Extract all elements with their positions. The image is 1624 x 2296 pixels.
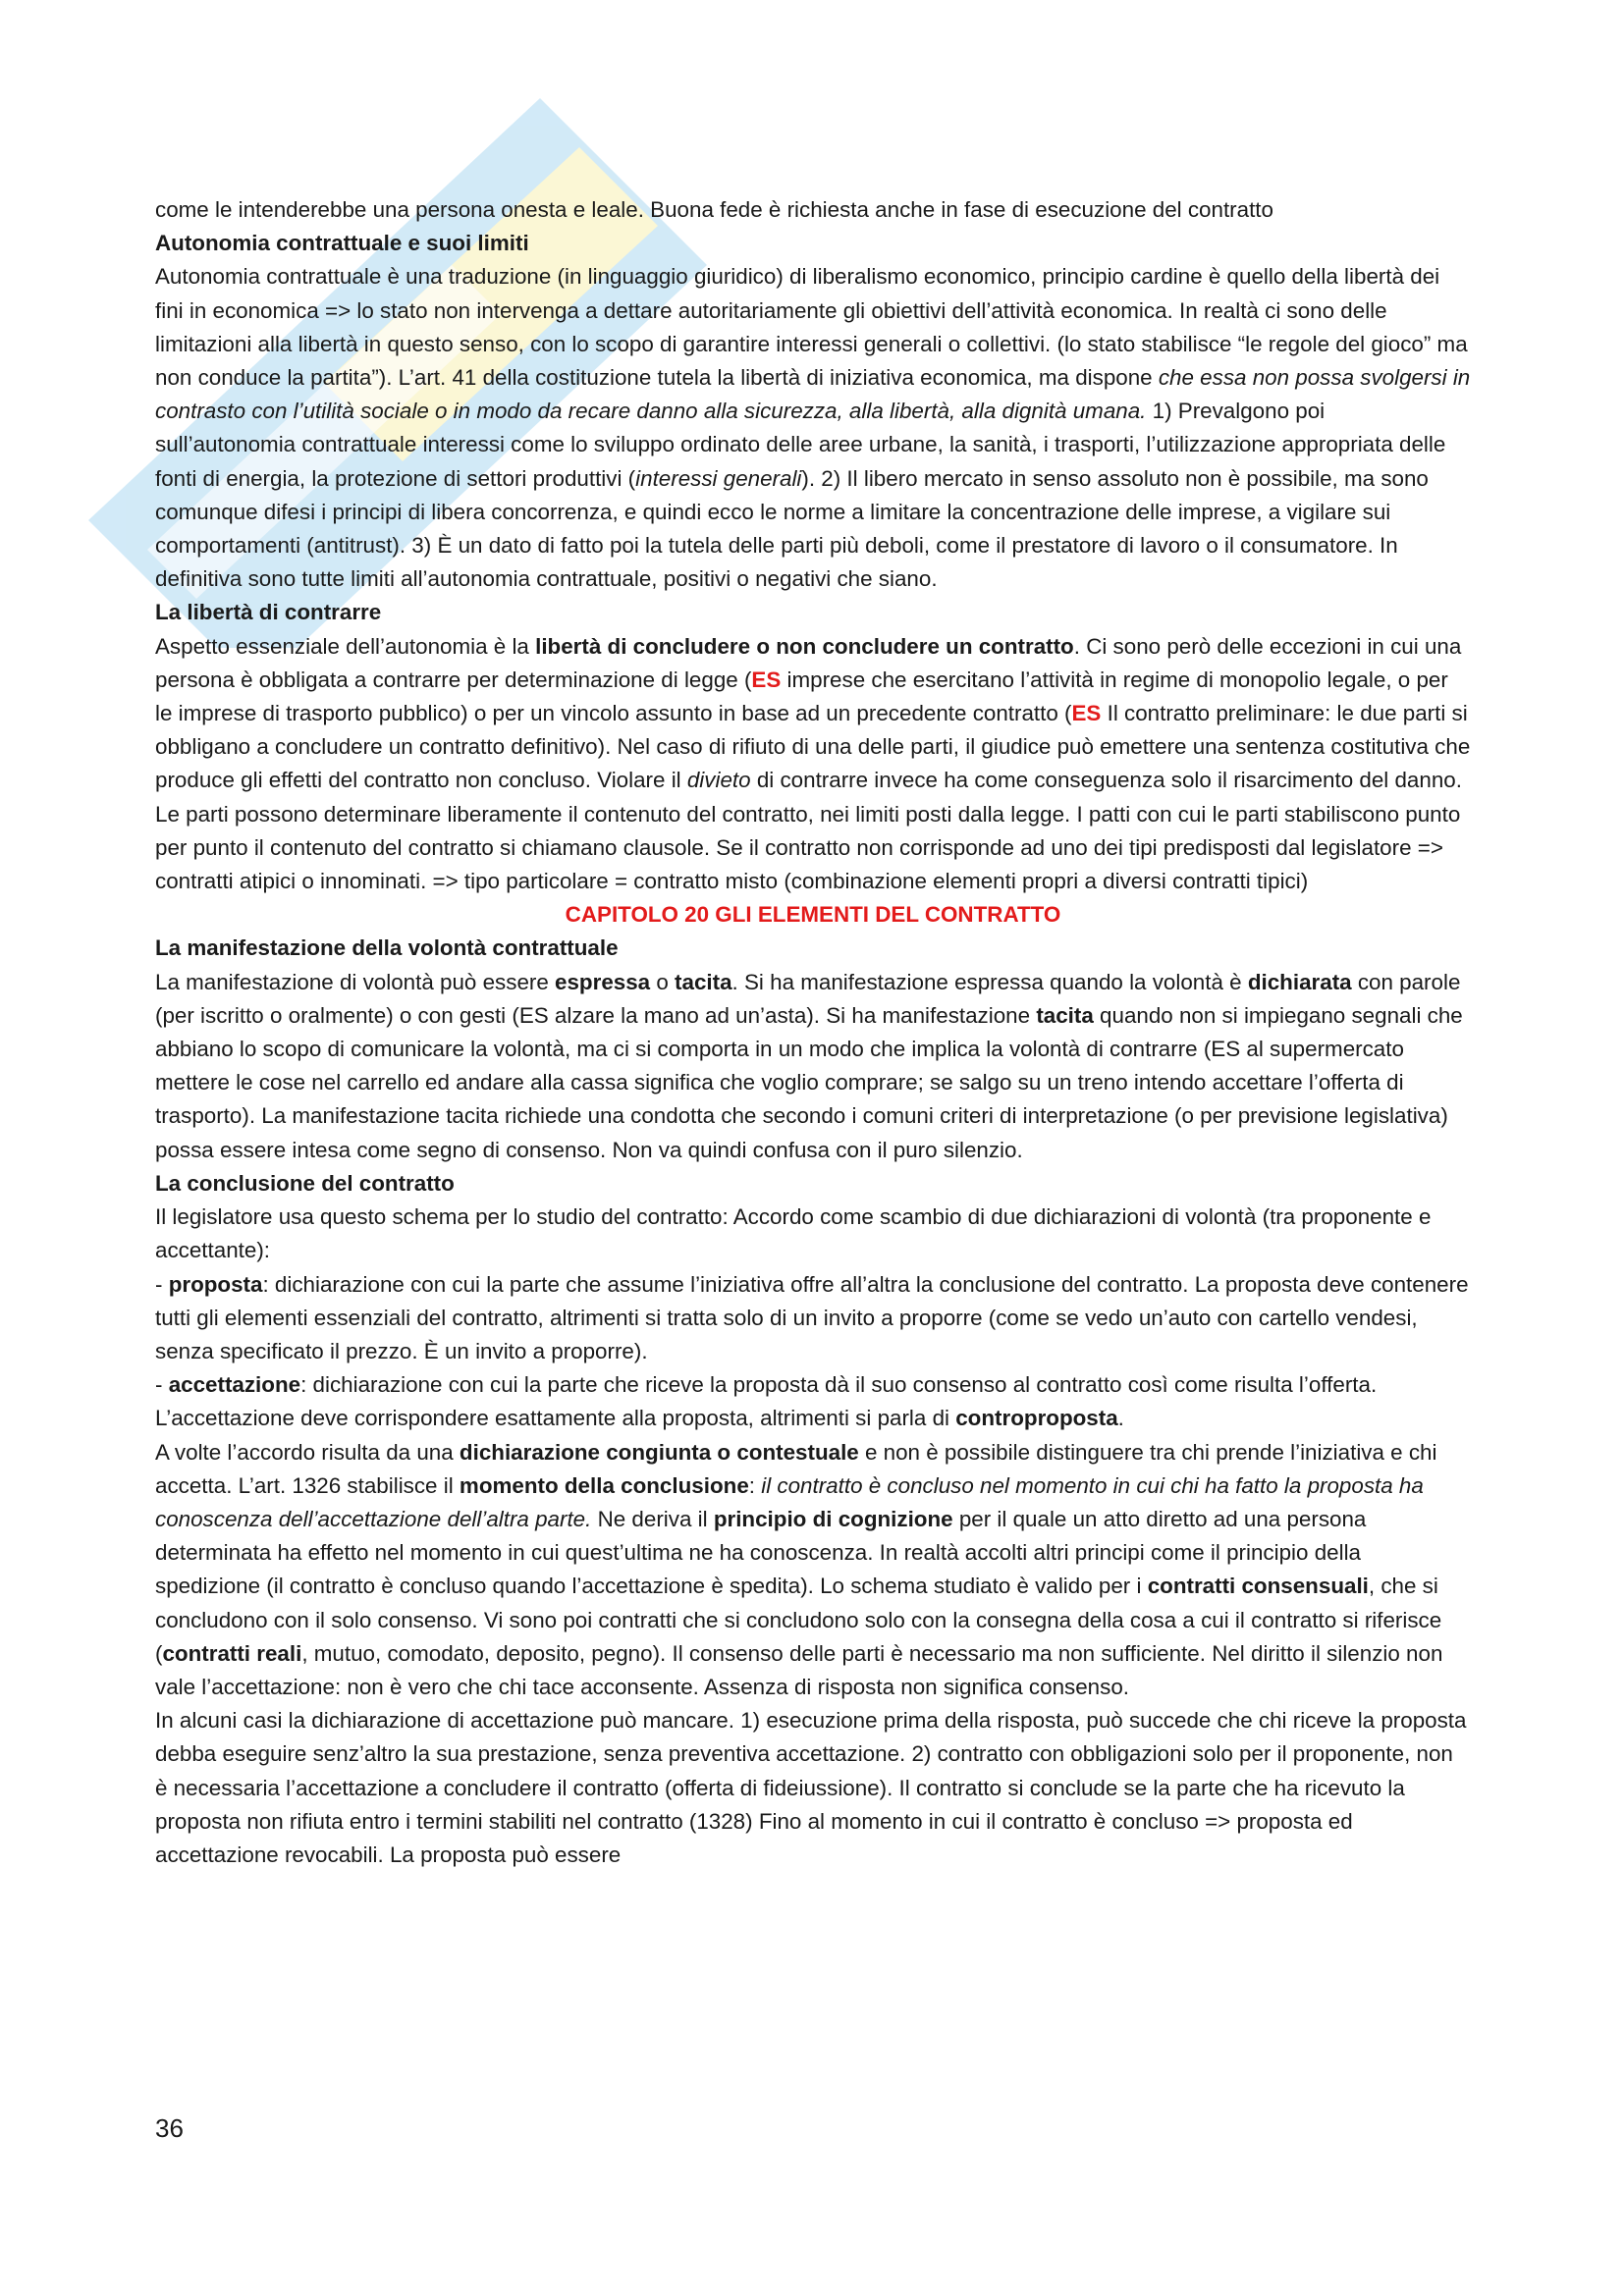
paragraph: Aspetto essenziale dell’autonomia è la libertà di concludere o non concludere un contratto. Ci sono però delle eccezioni in cui una persona è obbligata a contrarre per determinazione di legge (ES imprese che esercitano l’attività in regime di monopolio legale, o per le imprese di trasporto pubblico) o per un vincolo assunto in base ad un precedente contratto (ES Il contratto preliminare: le due parti si obbligano a concludere un contratto definitivo). Nel caso di rifiuto di una delle parti, il giudice può emettere una sentenza costitutiva che produce gli effetti del contratto non concluso. Violare il divieto di contrarre invece ha come conseguenza solo il risarcimento del danno. Le parti possono determinare liberamente il contenuto del contratto, nei limiti posti dalla legge. I patti con cui le parti stabiliscono punto per punto il contenuto del contratto si chiamano clausole. Se il contratto non corrisponde ad uno dei tipi predisposti dal legislatore => contratti atipici o innominati. => tipo particolare = contratto misto (combinazione elementi propri a diversi contratti tipici) [155,633,1471,894]
paragraph: Il legislatore usa questo schema per lo studio del contratto: Accordo come scambio di due dichiarazioni di volontà (tra proponente e accettante): [155,1204,1432,1263]
bold-text: dichiarazione congiunta o contestuale [459,1439,859,1465]
bold-text: principio di cognizione [713,1506,953,1531]
document-body [155,193,1471,1872]
page-number: 36 [155,2113,184,2143]
bold-text: momento della conclusione [459,1472,749,1498]
paragraph: La manifestazione di volontà può essere espressa o tacita. Si ha manifestazione espressa quando la volontà è dichiarata con parole (per iscritto o oralmente) o con gesti (ES alzare la mano ad un’asta). Si ha manifestazione tacita quando non si impiegano segnali che abbiano lo scopo di comunicare la volontà, ma ci si comporta in un modo che implica la volontà di contrarre (ES al supermercato mettere le cose nel carrello ed andare alla cassa significa che voglio comprare; se salgo su un treno intendo accettare l’offerta di trasporto). La manifestazione tacita richiede una condotta che secondo i comuni criteri di interpretazione (o per previsione legislativa) possa essere intesa come segno di consenso. Non va quindi confusa con il puro silenzio. [155,969,1463,1162]
section-heading: La libertà di contrarre [155,600,382,625]
bold-text: tacita [675,969,732,994]
paragraph: come le intenderebbe una persona onesta e leale. Buona fede è richiesta anche in fase di esecuzione del contratto [155,197,1273,222]
chapter-title: CAPITOLO 20 GLI ELEMENTI DEL CONTRATTO [565,902,1061,928]
bold-text: controproposta [955,1406,1118,1431]
section-heading: Autonomia contrattuale e suoi limiti [155,231,529,256]
section-heading: La manifestazione della volontà contrattuale [155,935,619,961]
bold-text: dichiarata [1247,969,1352,994]
list-item: - proposta: dichiarazione con cui la parte che assume l’iniziativa offre all’altra la conclusione del contratto. La proposta deve contenere tutti gli elementi essenziali del contratto, altrimenti si tratta solo di un invito a proporre (come se vedo un’auto con cartello vendesi, senza specificato il prezzo. È un invito a proporre). [155,1271,1469,1363]
bold-text: contratti consensuali [1147,1574,1369,1599]
italic-text: il contratto è concluso nel momento in cui chi ha fatto la proposta ha conoscenza dell’accettazione dell’altra parte. [155,1472,1424,1531]
bold-text: tacita [1036,1002,1094,1028]
italic-text: divieto [686,768,751,793]
italic-text: che essa non possa svolgersi in contrasto con l’utilità sociale o in modo da recare danno alla sicurezza, alla libertà, alla dignità umana. [155,365,1471,424]
italic-text: interessi generali [635,465,802,491]
bold-text: contratti reali [162,1640,302,1666]
es-marker: ES [1071,701,1102,726]
section-heading: La conclusione del contratto [155,1170,455,1196]
bold-text: espressa [555,969,651,994]
bold-text: accettazione [168,1372,301,1398]
bold-text: libertà di concludere o non concludere un contratto [535,633,1074,659]
list-item: - accettazione: dichiarazione con cui la parte che riceve la proposta dà il suo consenso al contratto così come risulta l’offerta. L’accettazione deve corrispondere esattamente alla proposta, altrimenti si parla di controproposta. [155,1372,1378,1431]
bold-text: proposta [168,1271,263,1297]
paragraph: A volte l’accordo risulta da una dichiarazione congiunta o contestuale e non è possibile distinguere tra chi prende l’iniziativa e chi accetta. L’art. 1326 stabilisce il momento della conclusione: il contratto è concluso nel momento in cui chi ha fatto la proposta ha conoscenza dell’accettazione dell’altra parte. Ne deriva il principio di cognizione per il quale un atto diretto ad una persona determinata ha effetto nel momento in cui quest’ultima ne ha conoscenza. In realtà accolti altri principi come il principio della spedizione (il contratto è concluso quando l’accettazione è spedita). Lo schema studiato è valido per i contratti consensuali, che si concludono con il solo consenso. Vi sono poi contratti che si concludono solo con la consegna della cosa a cui il contratto si riferisce (contratti reali, mutuo, comodato, deposito, pegno). Il consenso delle parti è necessario ma non sufficiente. Nel diritto il silenzio non vale l’accettazione: non è vero che chi tace acconsente. Assenza di risposta non significa consenso. [155,1439,1443,1699]
es-marker: ES [751,667,782,692]
paragraph: Autonomia contrattuale è una traduzione (in linguaggio giuridico) di liberalismo economico, principio cardine è quello della libertà dei fini in economica => lo stato non intervenga a dettare autoritariamente gli obiettivi dell’attività economica. In realtà ci sono delle limitazioni alla libertà in questo senso, con lo scopo di garantire interessi generali o collettivi. (lo stato stabilisce “le regole del gioco” ma non conduce la partita”). L’art. 41 della costituzione tutela la libertà di iniziativa economica, ma dispone che essa non possa svolgersi in contrasto con l’utilità sociale o in modo da recare danno alla sicurezza, alla libertà, alla dignità umana. 1) Prevalgono poi sull’autonomia contrattuale interessi come lo sviluppo ordinato delle aree urbane, la sanità, i trasporti, l’utilizzazione appropriata delle fonti di energia, la protezione di settori produttivi (interessi generali). 2) Il libero mercato in senso assoluto non è possibile, ma sono comunque difesi i principi di libera concorrenza, e quindi ecco le norme a limitare la concentrazione delle imprese, a vigilare sui comportamenti (antitrust). 3) È un dato di fatto poi la tutela delle parti più deboli, come il prestatore di lavoro o il consumatore. In definitiva sono tutte limiti all’autonomia contrattuale, positivi o negativi che siano. [155,264,1471,592]
paragraph: In alcuni casi la dichiarazione di accettazione può mancare. 1) esecuzione prima della risposta, può succede che chi riceve la proposta debba eseguire senz’altro la sua prestazione, senza preventiva accettazione. 2) contratto con obbligazioni solo per il proponente, non è necessaria l’accettazione a concludere il contratto (offerta di fideiussione). Il contratto si conclude se la parte che ha ricevuto la proposta non rifiuta entro i termini stabiliti nel contratto (1328) Fino al momento in cui il contratto è concluso => proposta ed accettazione revocabili. La proposta può essere [155,1708,1467,1867]
